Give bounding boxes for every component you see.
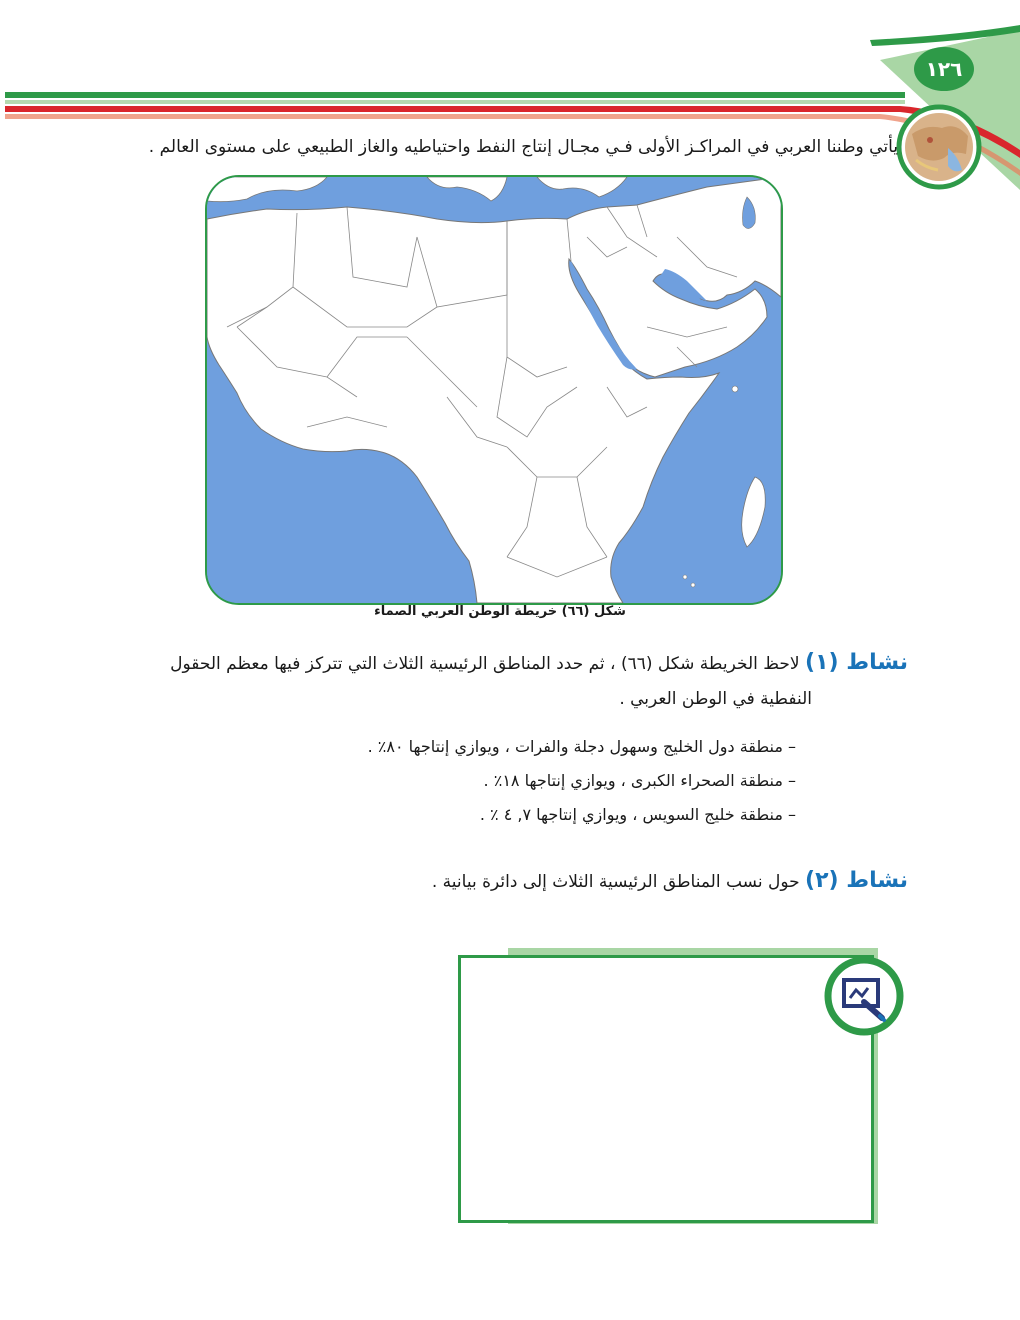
activity1-text: لاحظ الخريطة شكل (٦٦) ، ثم حدد المناطق الرئيسية الثلاث التي تتركز فيها معظم الحقول [170,654,800,674]
activity1-line2: النفطية في الوطن العربي . [619,689,812,709]
activity2-text: حول نسب المناطق الرئيسية الثلاث إلى دائرة بيانية . [431,872,800,892]
intro-paragraph: يأتي وطننا العربي في المراكـز الأولى فـي مجـال إنتاج النفط واحتياطيه والغاز الطبيعي على مستوى العالم . [148,137,898,157]
figure-caption: شكل (٦٦) خريطة الوطن العربي الصماء [374,604,626,619]
activity1-heading: نشاط (١) [805,650,908,675]
answer-box[interactable] [458,955,874,1223]
map-drawing [207,177,781,603]
pen-on-board-icon [824,956,904,1036]
map-thumbnail-icon [896,104,982,190]
activity2-line [432,868,908,893]
header-decoration [0,0,1020,200]
bullet-item: – منطقة دول الخليج وسهول دجلة والفرات ، ويوازي إنتاجها ٨٠٪ . [367,737,796,756]
blank-map [205,175,783,605]
bullet-item: – منطقة خليج السويس ، ويوازي إنتاجها ٧, ٤ ٪ . [479,805,796,824]
activity2-heading: نشاط (٢) [805,868,908,893]
page-number: ١٢٦ [925,57,963,81]
activity1-line1 [170,650,908,675]
bullet-item: – منطقة الصحراء الكبرى ، ويوازي إنتاجها ١٨٪ . [483,771,796,790]
